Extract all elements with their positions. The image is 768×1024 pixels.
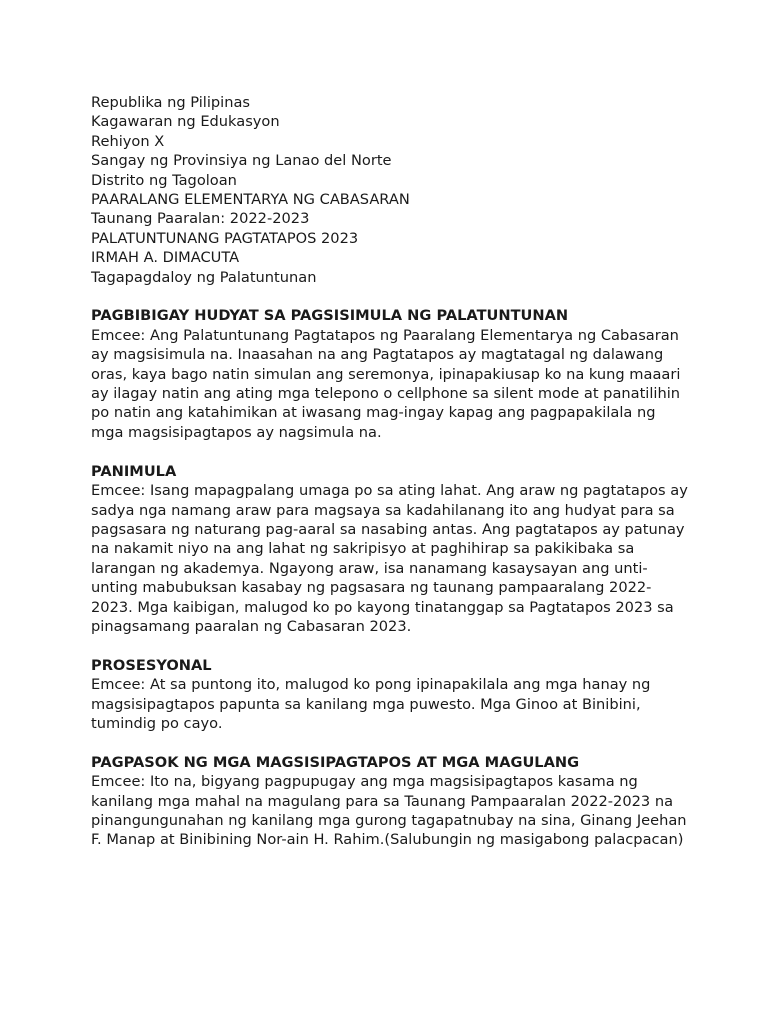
header-line-division: Sangay ng Provinsiya ng Lanao del Norte [91, 152, 392, 170]
section-body: Emcee: Ito na, bigyang pagpupugay ang mga magsisipagtapos kasama ng kanilang mga mahal na magulang para sa Taunang Pampaaralan 2022-2023 na pinangungunahan ng kanilang mga gurong tagapatnubay na sina, Ginang Jeehan F. Manap at Binibining Nor-ain H. Rahim.(Salubungin ng masigabong palacpacan) [91, 773, 687, 849]
section-title: PANIMULA [91, 462, 177, 480]
section-body: Emcee: Isang mapagpalang umaga po sa ating lahat. Ang araw ng pagtatapos ay sadya nga namang araw para magsaya sa kadahilanang ito ang hudyat para sa pagsasara ng naturang pag-aaral sa nasabing antas. Ang pagtatapos ay patunay na nakamit niyo na ang lahat ng sakripisyo at paghihirap sa pakikibaka sa larangan ng akademya. Ngayong araw, isa nanamang kasaysayan ang unti-unting mabubuksan kasabay ng pagsasara ng taunang pampaaralang 2022-2023. Mga kaibigan, malugod ko po kayong tinatanggap sa Pagtatapos 2023 sa pinagsamang paaralan ng Cabasaran 2023. [91, 482, 688, 635]
document-header [91, 93, 691, 287]
section-body: Emcee: Ang Palatuntunang Pagtatapos ng Paaralang Elementarya ng Cabasaran ay magsisimula na. Inaasahan na ang Pagtatapos ay magtatagal ng dalawang oras, kaya bago natin simulan ang seremonya, ipinapakiusap ko na kung maaari ay ilagay natin ang ating mga telepono o cellphone sa silent mode at panatilihin po natin ang katahimikan at iwasang mag-ingay kapag ang pagpapakilala ng mga magsisipagtapos ay nagsimula na. [91, 326, 681, 441]
section-title: PAGBIBIGAY HUDYAT SA PAGSISIMULA NG PALATUNTUNAN [91, 307, 569, 325]
section-opening-signal [91, 306, 691, 442]
section-entrance-of-graduates [91, 753, 691, 850]
document-page [91, 93, 691, 850]
header-line-emcee-name: IRMAH A. DIMACUTA [91, 249, 240, 267]
header-line-district: Distrito ng Tagoloan [91, 171, 237, 189]
header-line-republic: Republika ng Pilipinas [91, 94, 251, 111]
header-line-program-title: PALATUNTUNANG PAGTATAPOS 2023 [91, 229, 359, 247]
header-line-region: Rehiyon X [91, 132, 165, 150]
header-line-department: Kagawaran ng Edukasyon [91, 113, 280, 131]
section-processional [91, 656, 691, 734]
header-line-school-year: Taunang Paaralan: 2022-2023 [91, 210, 310, 228]
section-introduction [91, 462, 691, 637]
section-title: PROSESYONAL [91, 656, 212, 674]
header-line-emcee-role: Tagapagdaloy ng Palatuntunan [91, 268, 317, 286]
section-body: Emcee: At sa puntong ito, malugod ko pong ipinapakilala ang mga hanay ng magsisipagtapos papunta sa kanilang mga puwesto. Mga Ginoo at Binibini, tumindig po cayo. [91, 676, 651, 732]
header-line-school: PAARALANG ELEMENTARYA NG CABASARAN [91, 191, 410, 209]
section-title: PAGPASOK NG MGA MAGSISIPAGTAPOS AT MGA MAGULANG [91, 753, 580, 771]
